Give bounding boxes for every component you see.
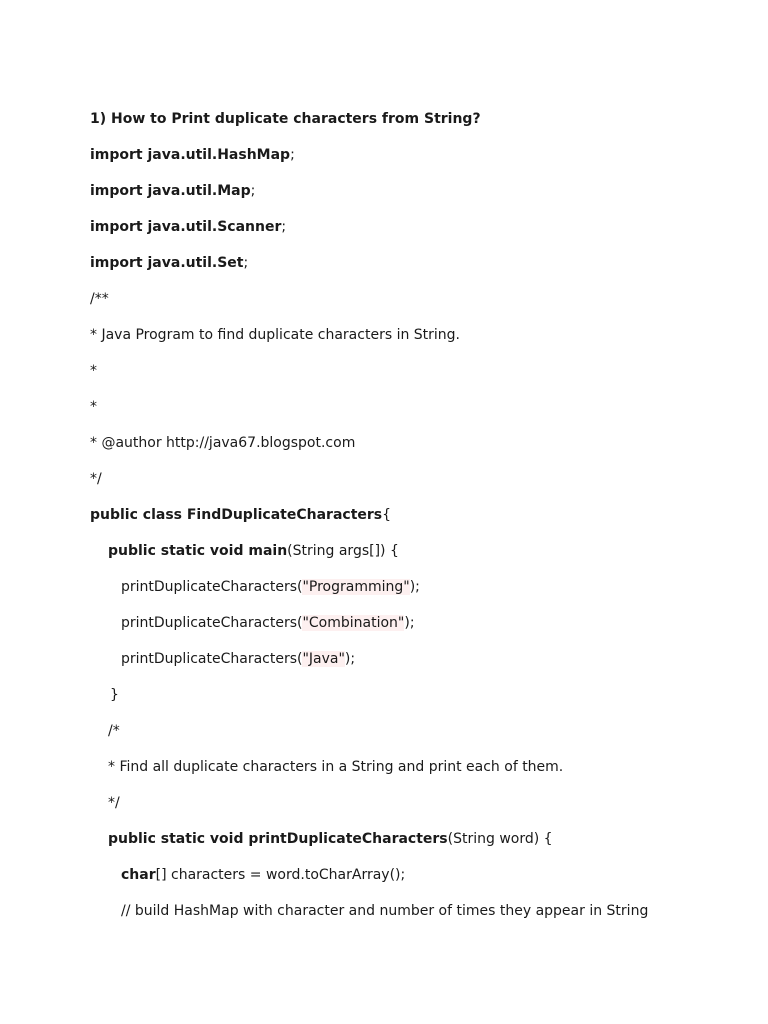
main-method-declaration (108, 541, 399, 561)
call-end: ); (344, 651, 356, 667)
call-name: printDuplicateCharacters( (121, 615, 303, 631)
build-hashmap-comment: // build HashMap with character and number of times they appear in String (121, 903, 649, 919)
question-heading: 1) How to Print duplicate characters from String? (90, 111, 481, 127)
char-array-line (121, 865, 405, 885)
method-comment-description: * Find all duplicate characters in a String and print each of them. (108, 759, 564, 775)
import-line-map (90, 181, 255, 201)
main-method-params: (String args[]) { (287, 543, 399, 559)
doc-comment-close: */ (90, 471, 102, 487)
call-name: printDuplicateCharacters( (121, 651, 303, 667)
method-comment-open: /* (108, 723, 120, 739)
class-keyword: public class FindDuplicateCharacters (90, 507, 383, 523)
print-method-params: (String word) { (447, 831, 553, 847)
main-method-keyword: public static void main (108, 543, 288, 559)
doc-comment-blank: * (90, 363, 97, 379)
call-name: printDuplicateCharacters( (121, 579, 303, 595)
doc-comment-blank: * (90, 399, 97, 415)
method-comment-close: */ (108, 795, 120, 811)
print-method-declaration (108, 829, 553, 849)
call-combination (121, 613, 415, 633)
class-open-brace: { (382, 507, 392, 523)
doc-comment-open: /** (90, 291, 109, 307)
print-method-keyword: public static void printDuplicateCharacters (108, 831, 448, 847)
char-array-rest: [] characters = word.toCharArray(); (155, 867, 406, 883)
main-close-brace: } (110, 687, 119, 703)
string-literal: "Programming" (302, 579, 410, 595)
import-line-set (90, 253, 248, 273)
doc-comment-author: * @author http://java67.blogspot.com (90, 435, 356, 451)
import-keyword: import java.util.Set (90, 255, 244, 271)
call-programming (121, 577, 420, 597)
import-semicolon: ; (243, 255, 249, 271)
class-declaration (90, 505, 391, 525)
string-literal: "Combination" (302, 615, 405, 631)
import-semicolon: ; (290, 147, 295, 163)
import-line-scanner (90, 217, 286, 237)
call-end: ); (404, 615, 415, 631)
doc-comment-description: * Java Program to find duplicate characters in String. (90, 327, 461, 343)
string-literal: "Java" (302, 651, 345, 667)
import-line-hashmap (90, 145, 295, 165)
char-keyword: char (121, 867, 156, 883)
import-semicolon: ; (250, 183, 256, 199)
call-java (121, 649, 355, 669)
import-semicolon: ; (281, 219, 287, 235)
import-keyword: import java.util.HashMap (90, 147, 291, 163)
import-keyword: import java.util.Map (90, 183, 251, 199)
import-keyword: import java.util.Scanner (90, 219, 282, 235)
call-end: ); (409, 579, 420, 595)
